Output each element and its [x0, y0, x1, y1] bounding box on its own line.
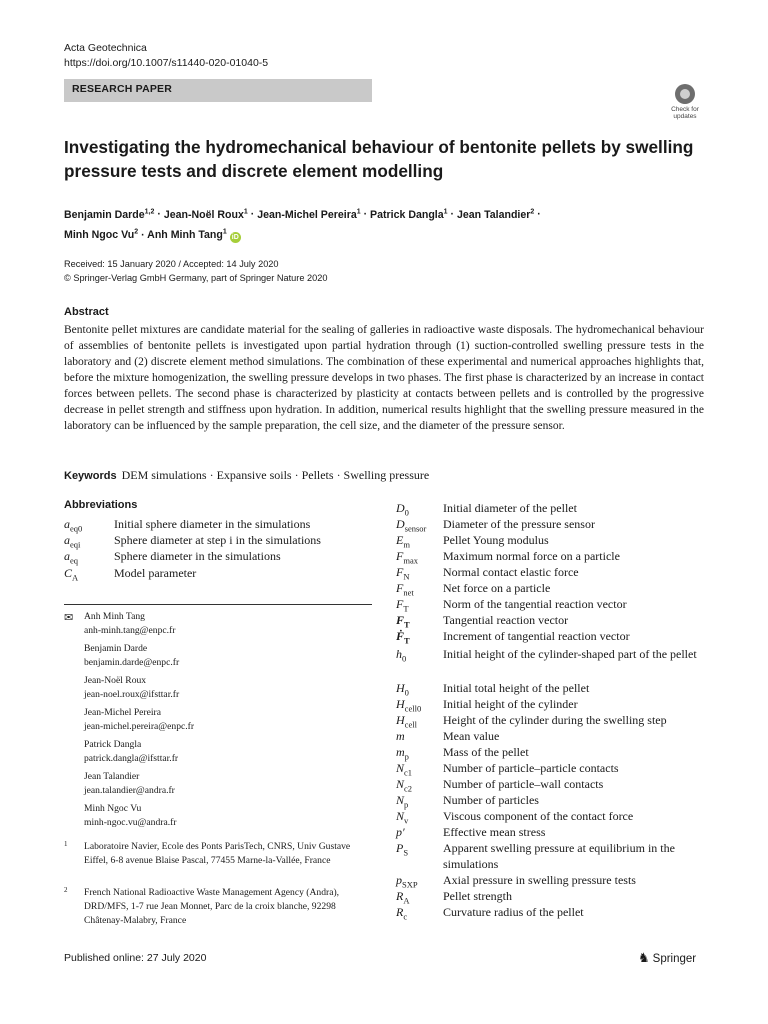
published-date: Published online: 27 July 2020 [64, 952, 207, 964]
received-dates: Received: 15 January 2020 / Accepted: 14 July 2020 [64, 259, 279, 269]
author-email[interactable]: benjamin.darde@enpc.fr [84, 657, 180, 668]
symbol: $F_T$ [396, 597, 409, 614]
symbol-description: Initial height of the cylinder [443, 697, 578, 711]
symbol-description: Mass of the pellet [443, 745, 529, 759]
symbol: $E_m$ [396, 533, 410, 550]
journal-name: Acta Geotechnica [64, 42, 147, 54]
doi-link[interactable]: https://doi.org/10.1007/s11440-020-01040-5 [64, 57, 269, 69]
symbol-description: Pellet Young modulus [443, 533, 549, 547]
symbol-description: Norm of the tangential reaction vector [443, 597, 627, 611]
abstract-heading: Abstract [64, 306, 109, 318]
crossmark-label-1: Check for [671, 106, 699, 113]
author-name: Jean-Noël Roux [84, 675, 147, 686]
copyright-notice: © Springer-Verlag GmbH Germany, part of Springer Nature 2020 [64, 273, 328, 283]
author-list: Benjamin Darde$^{1,2}$ · Jean-Noël Roux$^1$ · Jean-Michel Pereira$^1$ · Patrick Dangla$^1$ · Jean Talandier$^2$ · Minh Ngoc $Vu^2$ · Anh Minh Tang$^1$iD [64, 208, 541, 242]
symbol-description: Curvature radius of the pellet [443, 905, 584, 919]
author-name: Anh Minh Tang [84, 611, 145, 622]
symbol: $h_0$ [396, 647, 407, 664]
symbol: $N_p$ [396, 793, 409, 810]
symbol: Ḟ$_T$ [396, 629, 410, 646]
symbol-description: Mean value [443, 729, 500, 743]
author[interactable]: Jean-Noël Roux$^1$ [163, 208, 248, 221]
footnote-divider [64, 604, 372, 605]
symbol: $F_{max}$ [396, 549, 418, 566]
author[interactable]: Jean Talandier$^2$ [456, 208, 535, 221]
symbol-description: Viscous component of the contact force [443, 809, 634, 823]
symbol: $a_{eqi}$ [64, 533, 81, 550]
abstract-text: Bentonite pellet mixtures are candidate material for the sealing of galleries in radioactive waste disposals. The hydromechanical behaviour of assemblies of bentonite pellets is investigated upon partial hydration through (1) suction-controlled swelling pressure tests in the laboratory and (2) discrete element method simulations. The combination of these experimental and numerical approaches highlights that, before the mixture homogenization, the swelling pressure develops in two phases. The first phase is characterized by an increase in contact forces between pellets. The second phase is characterized by plasticity at contacts between pellets and is controlled by the progressive decrease in pellet strength and stiffness upon hydration. In addition, numerical results highlight that the swelling pressure measured in the laboratory can be influenced by the sample preparation, the cell size, and the diameter of the pressure sensor. [64, 324, 704, 432]
symbol: $F_{net}$ [396, 581, 414, 598]
author-email[interactable]: patrick.dangla@ifsttar.fr [84, 753, 179, 764]
symbol-description: Height of the cylinder during the swelling step [443, 713, 667, 727]
symbol-description: Initial total height of the pellet [443, 681, 590, 695]
symbol: $F_N$ [396, 565, 410, 582]
symbol-description: Pellet strength [443, 889, 512, 903]
symbol-description: Number of particle–wall contacts [443, 777, 604, 791]
crossmark-icon [675, 84, 695, 104]
symbol-description: Diameter of the pressure sensor [443, 517, 595, 531]
check-for-updates-badge[interactable] [664, 84, 706, 124]
symbol-description: Net force on a particle [443, 581, 551, 595]
publisher-logo[interactable] [638, 950, 696, 966]
symbol-description: Effective mean stress [443, 825, 546, 839]
symbol: $N_{c2}$ [396, 777, 413, 794]
symbol: $C_A$ [64, 566, 79, 583]
symbol: m [396, 729, 405, 743]
author-email[interactable]: jean-michel.pereira@enpc.fr [84, 721, 195, 732]
symbol-description: Initial height of the cylinder-shaped part of the pellet [443, 647, 697, 661]
symbol: $D_{sensor}$ [396, 517, 427, 534]
crossmark-label-2: updates [673, 113, 697, 120]
symbol: p′ [396, 825, 405, 839]
abbreviation-description: Sphere diameter at step i in the simulations [114, 533, 321, 547]
author[interactable]: Jean-Michel Pereira$^1$ [257, 208, 361, 221]
keywords-text: DEM simulations · Expansive soils · Pellets · Swelling pressure [121, 468, 430, 482]
author-name: Jean Talandier [84, 771, 140, 782]
paper-title: Investigating the hydromechanical behaviour of bentonite pellets by swelling pressure tests and discrete element modelling [64, 137, 694, 181]
symbol-description: Maximum normal force on a particle [443, 549, 620, 563]
symbol: $R_A$ [396, 889, 410, 906]
symbol-description: Axial pressure in swelling pressure tests [443, 873, 636, 887]
publisher-name: Springer [652, 953, 697, 965]
symbol-description: Apparent swelling pressure at equilibrium in the simulations [443, 841, 675, 871]
author-name: Minh Ngoc Vu [84, 803, 142, 814]
symbol: $N_{c1}$ [396, 761, 413, 778]
abbreviations-heading: Abbreviations [64, 499, 138, 511]
symbol: $R_c$ [396, 905, 408, 922]
symbol: $a_{eq}$ [64, 549, 79, 566]
symbol: $a_{eq0}$ [64, 517, 83, 534]
envelope-icon: ✉ [64, 612, 74, 624]
symbol-description: Normal contact elastic force [443, 565, 579, 579]
author-email[interactable]: jean.talandier@andra.fr [84, 785, 175, 796]
symbol: $P_S$ [396, 841, 409, 858]
affiliation-text: Laboratoire Navier, Ecole des Ponts ParisTech, CNRS, Univ Gustave Eiffel, 6-8 avenue Blaise Pascal, 77455 Marne-la-Vallée, France [84, 841, 351, 866]
author[interactable]: Patrick Dangla$^1$ [370, 208, 448, 221]
article-type-label: RESEARCH PAPER [72, 83, 173, 95]
symbol-description: Number of particles [443, 793, 539, 807]
author-email[interactable]: minh-ngoc.vu@andra.fr [84, 817, 177, 828]
abbreviation-description: Sphere diameter in the simulations [114, 549, 281, 563]
keywords [64, 467, 429, 484]
symbol: $N_v$ [396, 809, 409, 826]
author[interactable]: Anh Minh Tang$^1$ [147, 228, 227, 242]
symbol: $H_0$ [396, 681, 409, 698]
author-email[interactable]: jean-noel.roux@ifsttar.fr [84, 689, 180, 700]
keywords-label: Keywords [64, 470, 117, 482]
symbol: $D_0$ [396, 501, 409, 518]
author-name: Jean-Michel Pereira [84, 707, 161, 718]
author[interactable]: Minh Ngoc Vu$^2$ [64, 228, 139, 242]
author-email[interactable]: anh-minh.tang@enpc.fr [84, 625, 176, 636]
symbol: $H_{cell0}$ [396, 697, 422, 714]
author[interactable]: Benjamin Darde$^{1,2}$ [64, 208, 155, 221]
abbreviation-description: Initial sphere diameter in the simulations [114, 517, 311, 531]
symbol-description: Initial diameter of the pellet [443, 501, 577, 515]
symbol-description: Tangential reaction vector [443, 613, 569, 627]
affiliation-number: 2 [64, 886, 68, 894]
symbol: $p_{SXP}$ [396, 873, 418, 890]
article-type-banner [64, 79, 372, 102]
symbol: $m_p$ [396, 745, 409, 762]
orcid-icon[interactable]: iD [231, 234, 239, 242]
author-name: Benjamin Darde [84, 643, 148, 654]
symbol-description: Increment of tangential reaction vector [443, 629, 630, 643]
affiliation-number: 1 [64, 840, 68, 848]
symbol-description: Number of particle–particle contacts [443, 761, 619, 775]
symbol: $F_T$ [396, 613, 410, 630]
affiliation-text: French National Radioactive Waste Management Agency (Andra), DRD/MFS, 1-7 rue Jean Monnet, Parc de la croix blanche, 92298 Châtenay-Malabry, France [84, 887, 340, 926]
author-name: Patrick Dangla [84, 739, 142, 750]
springer-horse-icon: ♞ [638, 950, 650, 965]
symbol: $H_{cell}$ [396, 713, 417, 730]
abbreviation-description: Model parameter [114, 566, 197, 580]
